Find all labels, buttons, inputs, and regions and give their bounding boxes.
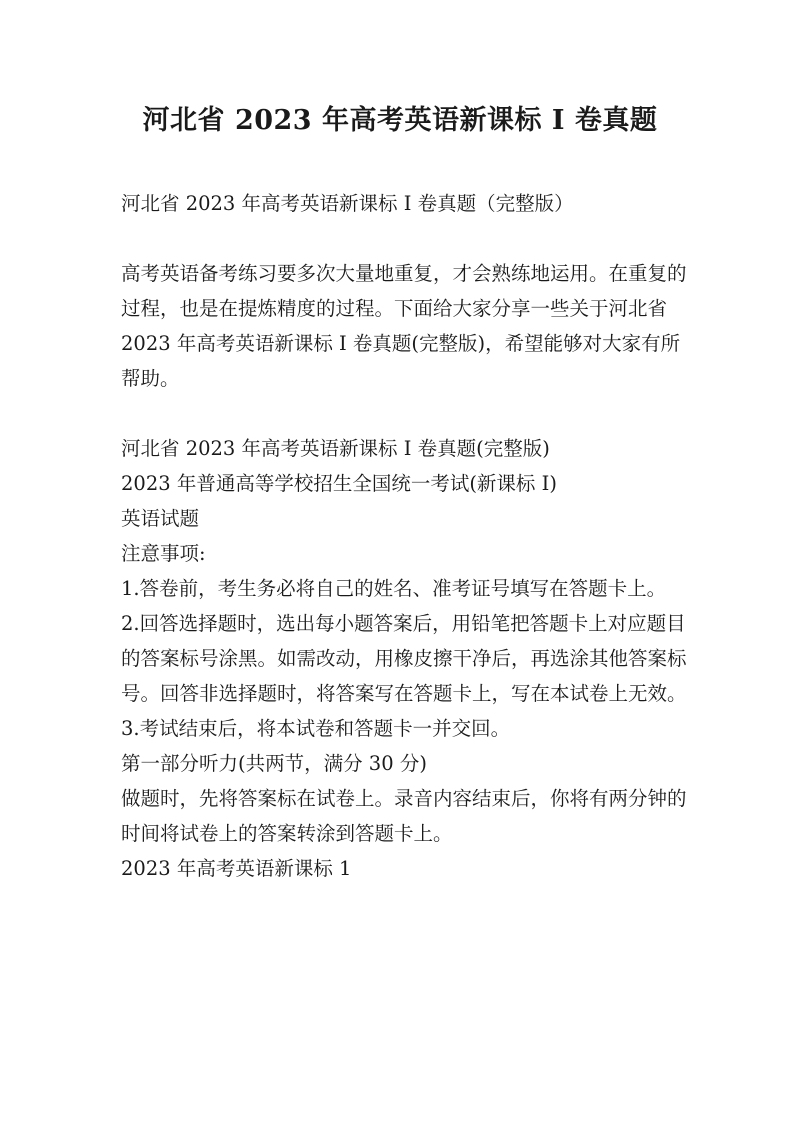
- document-title: 河北省 2023 年高考英语新课标 I 卷真题: [142, 105, 658, 136]
- notice-item-1: 1.答卷前，考生务必将自己的姓名、准考证号填写在答题卡上。: [121, 577, 667, 600]
- body-line-notice-heading: 注意事项:: [121, 542, 206, 565]
- body-line-heading: 河北省 2023 年高考英语新课标 I 卷真题(完整版): [121, 437, 550, 460]
- body-line-exam-name: 2023 年普通高等学校招生全国统一考试(新课标 I): [121, 472, 557, 495]
- document-subtitle: 河北省 2023 年高考英语新课标 I 卷真题（完整版）: [121, 192, 574, 215]
- intro-paragraph: 高考英语备考练习要多次大量地重复，才会熟练地运用。在重复的过程，也是在提炼精度的过程。下面给大家分享一些关于河北省 2023 年高考英语新课标 I 卷真题(完整版)，希望能够对大家有所帮助。: [121, 262, 687, 390]
- body-line-footer: 2023 年高考英语新课标 1: [121, 857, 352, 880]
- section-heading-listening: 第一部分听力(共两节，满分 30 分): [121, 752, 427, 775]
- document-body: [121, 186, 687, 886]
- notice-item-2: 2.回答选择题时，选出每小题答案后，用铅笔把答题卡上对应题目的答案标号涂黑。如需改动，用橡皮擦干净后，再选涂其他答案标号。回答非选择题时，将答案写在答题卡上，写在本试卷上无效。: [121, 612, 687, 705]
- listening-instructions: 做题时，先将答案标在试卷上。录音内容结束后，你将有两分钟的时间将试卷上的答案转涂到答题卡上。: [121, 787, 687, 845]
- notice-item-3: 3.考试结束后，将本试卷和答题卡一并交回。: [121, 717, 511, 740]
- body-line-subject: 英语试题: [121, 507, 200, 530]
